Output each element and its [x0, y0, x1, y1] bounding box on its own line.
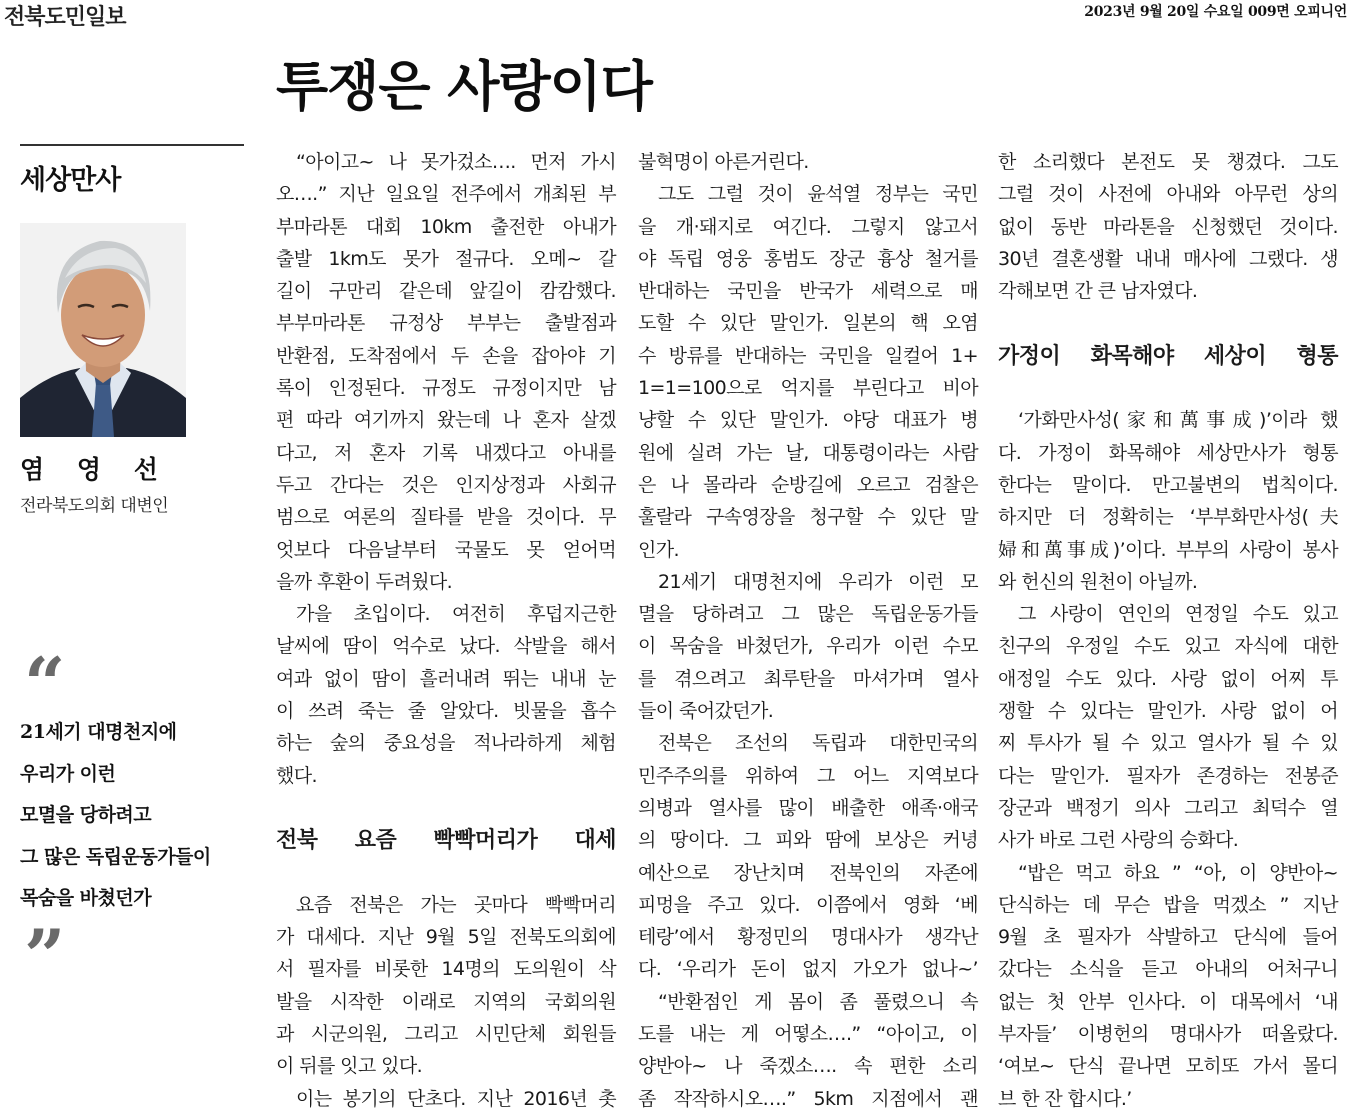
body-text-line: 서 필자를 비롯한 14명의 도의원이 삭	[276, 958, 616, 981]
body-text-line: 사가 바로 그런 사랑의 승화다.	[998, 829, 1239, 852]
body-text-line: 쟁할 수 있다는 말인가. 사랑 없이 어	[998, 700, 1338, 723]
body-text-line: 부마라톤 대회 10km 출전한 아내가	[276, 215, 616, 238]
spacer	[276, 857, 616, 889]
body-text-line: 날씨에 땀이 억수로 났다. 삭발을 해서	[276, 635, 616, 658]
body-text-line: “아이고~ 나 못가겄소…. 먼저 가시	[296, 151, 616, 173]
body-text-line: “반환점인 게 몸이 좀 풀렸으니 속	[658, 990, 978, 1013]
body-text-line: 피멍을 주고 있다. 이쯤에서 영화 ‘베	[638, 893, 978, 916]
body-text-line: 부부마라톤 규정상 부부는 출발점과	[276, 312, 616, 335]
body-text-line: 30년 결혼생활 내내 매사에 그랬다. 생	[998, 247, 1338, 270]
body-text-line: 양반아~ 나 죽겠소…. 속 편한 소리	[638, 1055, 978, 1078]
body-text-line: 한다는 말이다. 만고불변의 법칙이다.	[998, 473, 1338, 496]
close-quote-icon: ”	[24, 913, 66, 998]
body-text-line: 다. ‘우리가 돈이 없지 가오가 없나~’	[638, 958, 978, 981]
body-text-line: 를 겪으려고 최루탄을 마셔가며 열사	[638, 667, 978, 690]
body-text-line: 좀 작작하시오….” 5km 지점에서 괜	[638, 1087, 978, 1110]
body-text-line: 가 대세다. 지난 9월 5일 전북도의회에	[276, 926, 616, 949]
body-text-line: 출발 1km도 못가 절규다. 오메~ 갈	[276, 247, 616, 270]
body-text-line: 요즘 전북은 가는 곳마다 빡빡머리	[296, 893, 616, 916]
author-name: 염 영 선	[20, 455, 170, 484]
author-photo	[20, 223, 186, 437]
body-text-line: ‘가화만사성(家和萬事成)’이라 했	[1018, 409, 1338, 432]
body-text-line: 장군과 백정기 의사 그리고 최덕수 열	[998, 796, 1338, 819]
body-text-line: 인가.	[638, 538, 679, 561]
body-text-line: 테랑’에서 황정민의 명대사가 생각난	[638, 926, 978, 949]
body-text-line: 이 쓰려 죽는 줄 알았다. 빗물을 흡수	[276, 700, 616, 723]
body-text-line: 하는 숲의 중요성을 적나라하게 체험	[276, 732, 616, 755]
author-portrait-icon	[20, 223, 186, 437]
body-text-line: 애정일 수도 있다. 사랑 없이 어찌 투	[998, 667, 1338, 690]
body-text-line: 21세기 대명천지에 우리가 이런 모	[658, 570, 978, 593]
body-text-line: 이 목숨을 바쳤던가, 우리가 이런 수모	[638, 635, 978, 658]
body-text-line: 없는 첫 안부 인사다. 이 대목에서 ‘내	[998, 990, 1338, 1013]
body-text-line: 한 소리했다 본전도 못 챙겼다. 그도	[998, 151, 1338, 173]
body-text-line: 오….” 지난 일요일 전주에서 개최된 부	[276, 183, 616, 206]
body-text-line: 반환점, 도착점에서 두 손을 잡아야 기	[276, 344, 616, 367]
spacer	[998, 307, 1338, 339]
body-text-line: 했다.	[276, 764, 317, 787]
body-text-line: 여과 없이 땀이 흘러내려 뛰는 내내 눈	[276, 667, 616, 690]
newspaper-masthead: 전북도민일보	[4, 5, 126, 30]
body-text-line: 친구의 우정일 수도 있고 자식에 대한	[998, 635, 1338, 658]
body-text-line: 의 땅이다. 그 피와 땀에 보상은 커녕	[638, 829, 978, 852]
body-text-line: 범으로 여론의 질타를 받을 것이다. 무	[276, 506, 616, 529]
body-text-line: 냥할 수 있단 말인가. 야당 대표가 병	[638, 409, 978, 432]
author-title: 전라북도의회 대변인	[20, 496, 169, 516]
article-column-3	[998, 146, 1338, 1115]
body-text-line: 단식하는 데 무슨 밥을 먹겠소 ” 지난	[998, 893, 1338, 916]
column-series-name: 세상만사	[20, 165, 121, 196]
body-text-line: 이는 봉기의 단초다. 지난 2016년 촛	[296, 1087, 616, 1110]
article-column-1	[276, 146, 616, 1115]
body-text-line: 다. 가정이 화목해야 세상만사가 형통	[998, 441, 1338, 464]
body-text-line: 은 나 몰라라 순방길에 오르고 검찰은	[638, 473, 978, 496]
dateline: 2023년 9월 20일 수요일 009면 오피니언	[1084, 4, 1347, 20]
spacer	[998, 372, 1338, 404]
body-text-line: 찌 투사가 될 수 있고 열사가 될 수 있	[998, 732, 1338, 755]
body-text-line: 브 한 잔 합시다.’	[998, 1087, 1132, 1110]
body-text-line: 편 따라 여기까지 왔는데 나 혼자 살겠	[276, 409, 616, 432]
pullquote-line: 21세기 대명천지에	[20, 721, 177, 743]
body-text-line: 의병과 열사를 많이 배출한 애족·애국	[638, 796, 978, 819]
body-text-line: 록이 인정된다. 규정도 규정이지만 남	[276, 377, 616, 400]
body-text-line: “밥은 먹고 하요 ” “아, 이 양반아~	[1018, 861, 1338, 884]
body-text-line: 가을 초입이다. 여전히 후덥지근한	[296, 603, 616, 626]
body-text-line: 을까 후환이 두려웠다.	[276, 570, 453, 593]
body-text-line: 멸을 당하려고 그 많은 독립운동가들	[638, 603, 978, 626]
body-text-line: 그도 그럴 것이 윤석열 정부는 국민	[658, 183, 978, 206]
body-text-line: 원에 실려 가는 날, 대통령이라는 사람	[638, 441, 978, 464]
pullquote-line: 모멸을 당하려고	[20, 804, 152, 826]
body-text-line: 도를 내는 게 어떻소….” “아이고, 이	[638, 1023, 978, 1046]
body-text-line: 과 시군의원, 그리고 시민단체 회원들	[276, 1023, 616, 1046]
body-text-line: 婦和萬事成)’이다. 부부의 사랑이 봉사	[998, 538, 1338, 561]
body-text-line: 불혁명이 아른거린다.	[638, 151, 809, 173]
body-text-line: 훌랄라 구속영장을 청구할 수 있단 말	[638, 506, 978, 529]
pullquote-line: 그 많은 독립운동가들이	[20, 845, 211, 868]
body-text-line: 길이 구만리 같은데 앞길이 캄캄했다.	[276, 280, 616, 303]
body-text-line: 각해보면 간 큰 남자였다.	[998, 280, 1198, 303]
column-divider-rule	[20, 144, 244, 146]
body-text-line: 수 방류를 반대하는 국민을 일컬어 1+	[638, 344, 978, 367]
body-text-line: 야 독립 영웅 홍범도 장군 흉상 철거를	[638, 247, 978, 270]
body-text-line: 그 사랑이 연인의 연정일 수도 있고	[1018, 603, 1338, 626]
body-text-line: 갔다는 소식을 듣고 아내의 어처구니	[998, 958, 1338, 981]
open-quote-icon: “	[24, 641, 66, 726]
body-text-line: 엇보다 다음날부터 국물도 못 얻어먹	[276, 538, 616, 561]
body-text-line: 다고, 저 혼자 기록 내겠다고 아내를	[276, 441, 616, 464]
body-text-line: 하지만 더 정확히는 ‘부부화만사성(夫	[998, 506, 1338, 529]
body-text-line: 그럴 것이 사전에 아내와 아무런 상의	[998, 183, 1338, 206]
article-headline: 투쟁은 사랑이다	[276, 55, 652, 118]
body-text-line: 부자들’ 이병헌의 명대사가 떠올랐다.	[998, 1023, 1338, 1046]
body-text-line: 없이 동반 마라톤을 신청했던 것이다.	[998, 215, 1338, 238]
spacer	[276, 792, 616, 824]
body-text-line: 두고 간다는 것은 인지상정과 사회규	[276, 473, 616, 496]
body-text-line: 예산으로 장난치며 전북인의 자존에	[638, 861, 978, 884]
body-text-line: 들이 죽어갔던가.	[638, 700, 774, 723]
body-text-line: 이 뒤를 잇고 있다.	[276, 1055, 423, 1078]
body-text-line: 와 헌신의 원천이 아닐까.	[998, 570, 1198, 593]
body-text-line: 다는 말인가. 필자가 존경하는 전봉준	[998, 764, 1338, 787]
body-text-line: 도할 수 있단 말인가. 일본의 핵 오염	[638, 312, 978, 335]
pullquote-line: 우리가 이런	[20, 762, 116, 785]
pullquote	[20, 712, 211, 920]
section-subheading: 전북 요즘 빡빡머리가 대세	[276, 827, 616, 854]
body-text-line: 을 개·돼지로 여긴다. 그렇지 않고서	[638, 215, 978, 238]
body-text-line: ‘여보~ 단식 끝나면 모히또 가서 몰디	[998, 1055, 1338, 1078]
article-column-2	[638, 146, 978, 1115]
body-text-line: 반대하는 국민을 반국가 세력으로 매	[638, 280, 978, 303]
pullquote-line: 목숨을 바쳤던가	[20, 887, 152, 909]
section-subheading: 가정이 화목해야 세상이 형통	[998, 342, 1338, 369]
body-text-line: 1=1=100으로 억지를 부린다고 비아	[638, 377, 978, 400]
body-text-line: 민주주의를 위하여 그 어느 지역보다	[638, 764, 978, 787]
body-text-line: 전북은 조선의 독립과 대한민국의	[658, 732, 978, 755]
body-text-line: 9월 초 필자가 삭발하고 단식에 들어	[998, 926, 1338, 949]
body-text-line: 발을 시작한 이래로 지역의 국회의원	[276, 990, 616, 1013]
